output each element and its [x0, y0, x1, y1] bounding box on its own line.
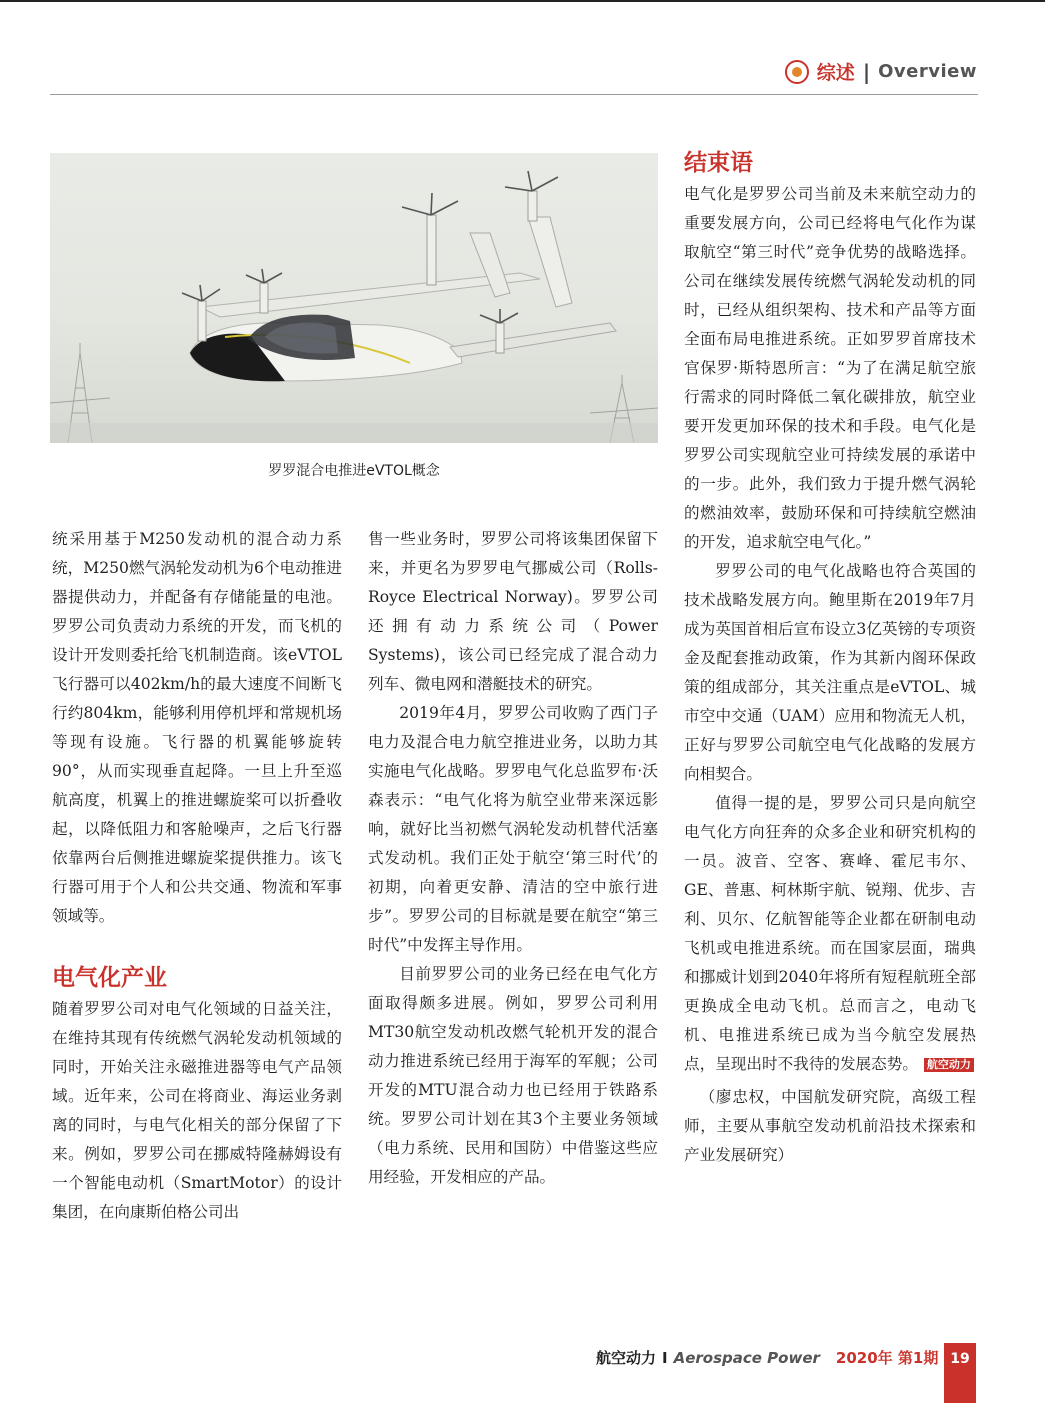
figure-caption: 罗罗混合电推进eVTOL概念 [268, 463, 440, 479]
page-header [785, 58, 977, 85]
magazine-name-en: Aerospace Power [673, 1349, 820, 1367]
page-number-box [944, 1343, 976, 1403]
column-left [52, 525, 342, 1227]
paragraph: 目前罗罗公司的业务已经在电气化方面取得颇多进展。例如，罗罗公司利用MT30航空发动机改燃气轮机开发的混合动力推进系统已经用于海军的军舰；公司开发的MTU混合动力也已经用于铁路系统。罗罗公司计划在其3个主要业务领域（电力系统、民用和国防）中借鉴这些应用经验，开发相应的产品。 [368, 965, 658, 1186]
paragraph: 售一些业务时，罗罗公司将该集团保留下来，并更名为罗罗电气挪威公司（Rolls-Royce Electrical Norway)。罗罗公司还拥有动力系统公司（Power Systems)，该公司已经完成了混合动力列车、微电网和潜艇技术的研究。 [368, 530, 658, 693]
section-heading-electrification-industry: 电气化产业 [52, 965, 167, 991]
header-rule [50, 94, 978, 95]
column-middle [368, 525, 658, 1192]
paragraph [684, 789, 976, 1079]
section-title-cn: 综述 [816, 62, 855, 84]
paragraph: 随着罗罗公司对电气化领域的日益关注，在维持其现有传统燃气涡轮发动机领域的同时，开始关注永磁推进器等电气产品领域。近年来，公司在将商业、海运业务剥离的同时，与电气化相关的部分保留了下来。例如，罗罗公司在挪威特隆赫姆设有一个智能电动机（SmartMotor）的设计集团，在向康斯伯格公司出 [52, 1000, 342, 1221]
paragraph: 统采用基于M250发动机的混合动力系统，M250燃气涡轮发动机为6个电动推进器提供动力，并配备有存储能量的电池。罗罗公司负责动力系统的开发，而飞机的设计开发则委托给飞机制造商。该eVTOL飞行器可以402km/h的最大速度不间断飞行约804km，能够利用停机坪和常规机场等现有设施。飞行器的机翼能够旋转90°，从而实现垂直起降。一旦上升至巡航高度，机翼上的推进螺旋桨可以折叠收起，以降低阻力和客舱噪声，之后飞行器依靠两台后侧推进螺旋桨提供推力。该飞行器可用于个人和公共交通、物流和军事领域等。 [52, 530, 342, 925]
paragraph-text: 罗罗公司的电气化战略也符合英国的技术战略发展方向。鲍里斯在2019年7月成为英国首相后宣布设立3亿英镑的专项资金及配套推动政策，作为其新内阁环保政策的组成部分，其关注重点是eVTOL、城市空中交通（UAM）应用和物流无人机，正好与罗罗公司航空电气化战略的发展方向相契合。 [684, 562, 976, 783]
journal-logo-icon [785, 60, 809, 84]
author-note: （廖忠权，中国航发研究院，高级工程师，主要从事航空发动机前沿技术探索和产业发展研究） [684, 1088, 976, 1164]
evtol-photo [50, 153, 658, 443]
paragraph: 电气化是罗罗公司当前及未来航空动力的重要发展方向，公司已经将电气化作为谋取航空“第三时代”竞争优势的战略选择。公司在继续发展传统燃气涡轮发动机的同时，已经从组织架构、技术和产品等方面全面布局电推进系统。正如罗罗首席技术官保罗·斯特恩所言：“为了在满足航空旅行需求的同时降低二氧化碳排放，航空业要开发更加环保的技术和手段。电气化是罗罗公司实现航空业可持续发展的承诺中的一步。此外，我们致力于提升燃气涡轮的燃油效率，鼓励环保和可持续航空燃油的开发，追求航空电气化。” [684, 185, 976, 551]
issue-label: 2020年 第1期 [835, 1349, 939, 1367]
magazine-name-cn: 航空动力 [596, 1349, 657, 1367]
section-heading-conclusion: 结束语 [684, 150, 753, 176]
page-footer [596, 1347, 938, 1368]
paragraph-text: 值得一提的是，罗罗公司只是向航空电气化方向狂奔的众多企业和研究机构的一员。波音、空客、赛峰、霍尼韦尔、GE、普惠、柯林斯宇航、锐翔、优步、吉利、贝尔、亿航智能等企业都在研制电动飞机或电推进系统。而在国家层面，瑞典和挪威计划到2040年将所有短程航班全部更换成全电动飞机。总而言之，电动飞机、电推进系统已成为当今航空发展热点，呈现出时不我待的发展态势。 [684, 794, 976, 1073]
column-right [684, 146, 976, 1170]
page-number: 19 [950, 1351, 970, 1367]
paragraph: 2019年4月，罗罗公司收购了西门子电力及混合电力航空推进业务，以助力其实施电气化战略。罗罗电气化总监罗布·沃森表示：“电气化将为航空业带来深远影响，就好比当初燃气涡轮发动机替代活塞式发动机。我们正处于航空‘第三时代’的初期，向着更安静、清洁的空中旅行进步”。罗罗公司的目标就是要在航空“第三时代”中发挥主导作用。 [368, 704, 658, 954]
section-title-en: Overview [878, 61, 977, 82]
footer-separator: I [662, 1349, 668, 1367]
paragraph [684, 557, 976, 789]
evtol-illustration [50, 153, 658, 443]
top-border [0, 0, 1045, 2]
end-mark-badge: 航空动力 [924, 1058, 974, 1072]
header-separator: | [862, 59, 871, 84]
